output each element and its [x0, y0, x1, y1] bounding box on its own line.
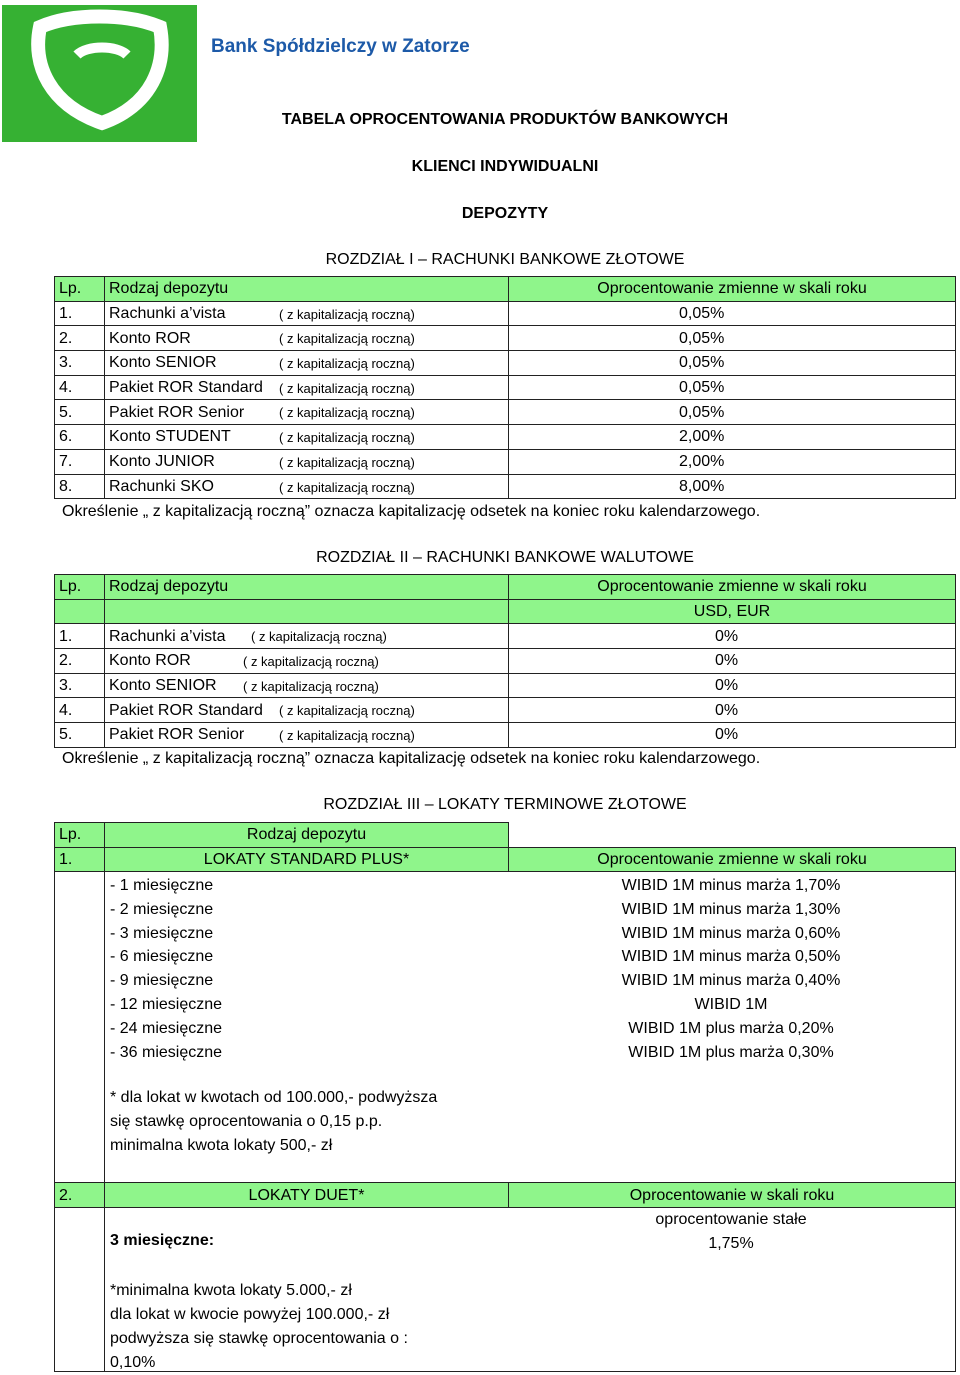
term-item: - 1 miesięczne [110, 877, 214, 894]
row-capitalization: ( z kapitalizacją roczną) [279, 728, 415, 744]
row-rate: 0,05% [509, 351, 956, 376]
row-name: Pakiet ROR Standard [109, 379, 263, 397]
product-2-lp: 2. [55, 1183, 105, 1208]
rate-item: WIBID 1M plus marża 0,20% [628, 1019, 834, 1037]
table-row [55, 624, 956, 649]
table-header [55, 277, 956, 302]
row-capitalization: ( z kapitalizacją roczną) [251, 629, 387, 645]
product-1-note-3: minimalna kwota lokaty 500,- zł [110, 1137, 333, 1154]
term-item: - 36 miesięczne [110, 1043, 223, 1061]
product-1-lp: 1. [55, 847, 105, 872]
term-item: - 3 miesięczne [110, 924, 214, 942]
row-capitalization: ( z kapitalizacją roczną) [279, 380, 415, 396]
row-rate: 0,05% [509, 400, 956, 425]
row-rate: 2,00% [509, 425, 956, 450]
table-row [55, 449, 956, 474]
bank-name: Bank Spółdzielczy w Zatorze [211, 36, 470, 57]
table-row [55, 474, 956, 499]
row-capitalization: ( z kapitalizacją roczną) [279, 430, 415, 446]
row-rate: 0% [509, 624, 956, 649]
section-1-table [54, 276, 956, 499]
rate-item: WIBID 1M minus marża 1,30% [621, 900, 841, 918]
row-capitalization: ( z kapitalizacją roczną) [243, 678, 379, 694]
row-lp: 1. [55, 624, 105, 649]
term-item: - 2 miesięczne [110, 900, 214, 918]
row-name: Pakiet ROR Senior [109, 726, 245, 744]
row-rate: 0% [509, 723, 956, 748]
row-name: Rachunki a’vista [109, 627, 226, 645]
rate-item: WIBID 1M minus marża 0,50% [621, 948, 841, 966]
product-1-note-1: * dla lokat w kwotach od 100.000,- podwyższa [110, 1089, 438, 1106]
col-lp: Lp. [55, 823, 105, 848]
row-rate: 8,00% [509, 474, 956, 499]
table-header [55, 575, 956, 600]
rate-item: WIBID 1M minus marża 0,60% [621, 924, 841, 942]
row-capitalization: ( z kapitalizacją roczną) [279, 703, 415, 719]
section-2-note: Określenie „ z kapitalizacją roczną” oznacza kapitalizację odsetek na koniec roku kalendarzowego. [62, 750, 761, 767]
term-item: - 12 miesięczne [110, 995, 223, 1013]
table-row [55, 375, 956, 400]
product-2-term: 3 miesięczne: [110, 1232, 215, 1249]
product-1-header [55, 847, 956, 872]
col-name: Rodzaj depozytu [105, 823, 509, 848]
row-rate: 0% [509, 649, 956, 674]
product-2-rate-header: Oprocentowanie w skali roku [509, 1183, 956, 1208]
product-1-note-2: się stawkę oprocentowania o 0,15 p.p. [110, 1113, 383, 1130]
row-lp: 6. [55, 425, 105, 450]
currency-row [55, 599, 956, 624]
row-lp: 2. [55, 649, 105, 674]
rate-item: WIBID 1M minus marża 0,40% [621, 972, 841, 990]
product-2-name: LOKATY DUET* [105, 1183, 509, 1208]
rate-item: WIBID 1M plus marża 0,30% [628, 1043, 834, 1061]
row-name: Konto ROR [109, 652, 191, 670]
col-name: Rodzaj depozytu [105, 277, 509, 302]
row-capitalization: ( z kapitalizacją roczną) [279, 479, 415, 495]
row-rate: 0,05% [509, 301, 956, 326]
col-lp: Lp. [55, 575, 105, 600]
table-header [55, 823, 956, 848]
row-lp: 2. [55, 326, 105, 351]
section-2-table [54, 574, 956, 748]
row-lp: 5. [55, 400, 105, 425]
product-1-terms [110, 874, 222, 1064]
product-2-rate: 1,75% [708, 1235, 754, 1252]
table-row [55, 425, 956, 450]
subtitle-clients: KLIENCI INDYWIDUALNI [411, 158, 599, 175]
product-1-rates [578, 874, 884, 1064]
rate-item: WIBID 1M minus marża 1,70% [621, 877, 841, 894]
row-lp: 5. [55, 723, 105, 748]
subtitle-deposits: DEPOZYTY [461, 205, 549, 222]
col-rate: Oprocentowanie zmienne w skali roku [509, 575, 956, 600]
row-name: Konto JUNIOR [109, 453, 215, 471]
row-lp: 1. [55, 301, 105, 326]
page-title: TABELA OPROCENTOWANIA PRODUKTÓW BANKOWYCH [281, 111, 729, 128]
table-row [55, 351, 956, 376]
term-item: - 24 miesięczne [110, 1019, 223, 1037]
row-capitalization: ( z kapitalizacją roczną) [279, 405, 415, 421]
row-rate: 0,05% [509, 326, 956, 351]
row-name: Rachunki a’vista [109, 305, 226, 323]
table-row [55, 698, 956, 723]
product-1-rate-header: Oprocentowanie zmienne w skali roku [509, 847, 956, 872]
row-name: Pakiet ROR Senior [109, 403, 245, 421]
row-name: Konto SENIOR [109, 677, 217, 695]
product-1-name: LOKATY STANDARD PLUS* [105, 847, 509, 872]
row-lp: 4. [55, 375, 105, 400]
term-item: - 9 miesięczne [110, 972, 214, 990]
row-capitalization: ( z kapitalizacją roczną) [279, 356, 415, 372]
col-name: Rodzaj depozytu [105, 575, 509, 600]
product-2-note-2: dla lokat w kwocie powyżej 100.000,- zł [110, 1306, 390, 1323]
row-rate: 0% [509, 673, 956, 698]
section-3-title: ROZDZIAŁ III – LOKATY TERMINOWE ZŁOTOWE [323, 796, 687, 813]
row-lp: 4. [55, 698, 105, 723]
table-row [55, 326, 956, 351]
product-2-note-4: 0,10% [110, 1354, 156, 1371]
product-2-notes [110, 1279, 408, 1375]
rate-item: WIBID 1M [694, 995, 768, 1013]
table-row [55, 723, 956, 748]
row-name: Konto STUDENT [109, 428, 231, 446]
row-lp: 7. [55, 449, 105, 474]
row-rate: 0,05% [509, 375, 956, 400]
table-row [55, 400, 956, 425]
table-row [55, 673, 956, 698]
row-name: Konto ROR [109, 329, 191, 347]
product-2-note-3: podwyższa się stawkę oprocentowania o : [110, 1330, 408, 1347]
term-item: - 6 miesięczne [110, 948, 214, 966]
col-rate: Oprocentowanie zmienne w skali roku [509, 277, 956, 302]
product-1-notes [110, 1086, 437, 1158]
row-capitalization: ( z kapitalizacją roczną) [243, 654, 379, 670]
currency-label: USD, EUR [509, 599, 956, 624]
section-1-title: ROZDZIAŁ I – RACHUNKI BANKOWE ZŁOTOWE [325, 251, 685, 268]
product-2-rate-block [578, 1208, 884, 1256]
row-lp: 3. [55, 673, 105, 698]
row-rate: 0% [509, 698, 956, 723]
product-2-note-1: *minimalna kwota lokaty 5.000,- zł [110, 1282, 352, 1299]
table-row [55, 301, 956, 326]
product-2-fixed-label: oprocentowanie stałe [655, 1211, 807, 1228]
col-lp: Lp. [55, 277, 105, 302]
section-1-note: Określenie „ z kapitalizacją roczną” oznacza kapitalizację odsetek na koniec roku kalendarzowego. [62, 503, 761, 520]
row-name: Pakiet ROR Standard [109, 701, 263, 719]
row-capitalization: ( z kapitalizacją roczną) [279, 306, 415, 322]
row-name: Rachunki SKO [109, 477, 214, 495]
row-capitalization: ( z kapitalizacją roczną) [279, 454, 415, 470]
table-row [55, 649, 956, 674]
row-capitalization: ( z kapitalizacją roczną) [279, 331, 415, 347]
row-name: Konto SENIOR [109, 354, 217, 372]
row-rate: 2,00% [509, 449, 956, 474]
row-lp: 8. [55, 474, 105, 499]
section-2-title: ROZDZIAŁ II – RACHUNKI BANKOWE WALUTOWE [316, 549, 694, 566]
product-2-header [55, 1183, 956, 1208]
row-lp: 3. [55, 351, 105, 376]
